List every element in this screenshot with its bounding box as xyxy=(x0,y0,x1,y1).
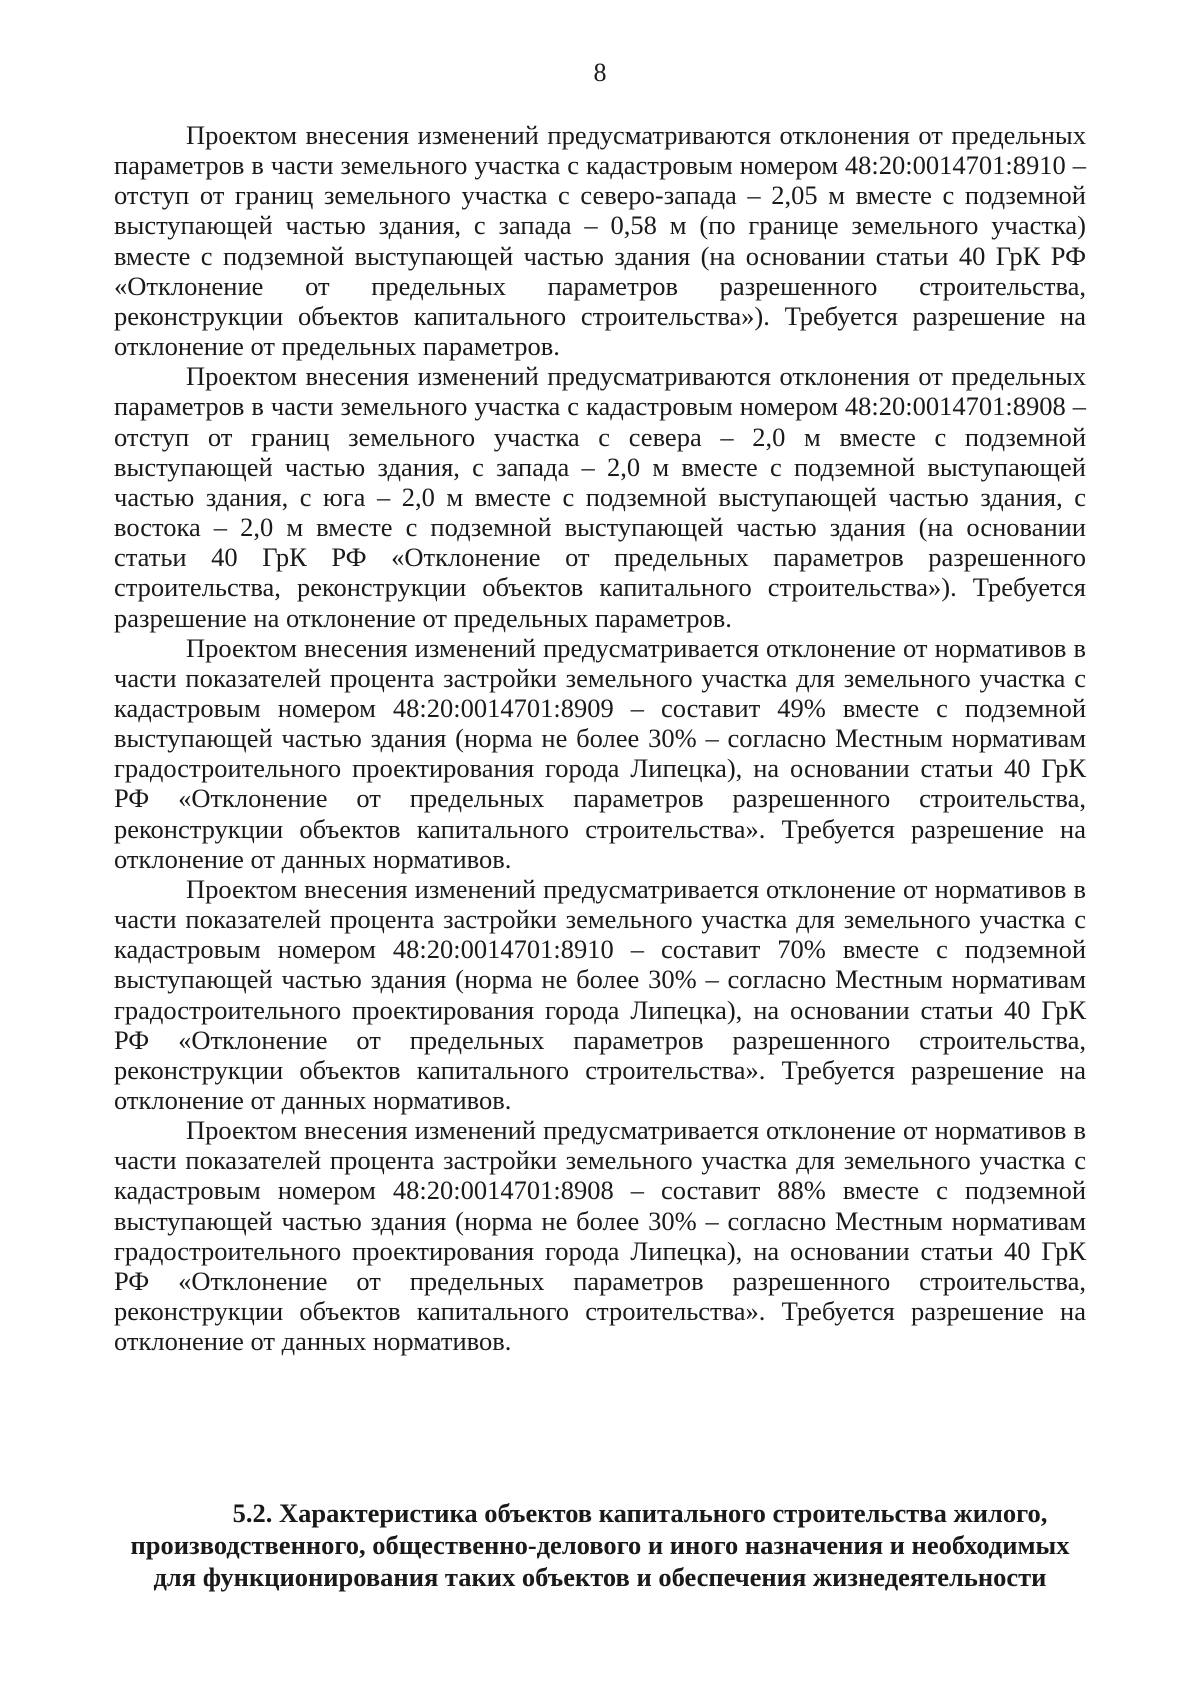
paragraph-coverage-8908: Проектом внесения изменений предусматривается отклонение от нормативов в части показателей процента застройки земельного участка для земельного участка с кадастровым номером 48:20:0014701:8908 – составит 88% вместе с подземной выступающей частью здания (норма не более 30% – согласно Местным нормативам градостроительного проектирования города Липецка), на основании статьи 40 ГрК РФ «Отклонение от предельных параметров разрешенного строительства, реконструкции объектов капитального строительства». Требуется разрешение на отклонение от данных нормативов. xyxy=(114,1115,1086,1357)
page-number: 8 xyxy=(593,58,607,87)
paragraph-coverage-8909: Проектом внесения изменений предусматривается отклонение от нормативов в части показателей процента застройки земельного участка для земельного участка с кадастровым номером 48:20:0014701:8909 – составит 49% вместе с подземной выступающей частью здания (норма не более 30% – согласно Местным нормативам градостроительного проектирования города Липецка), на основании статьи 40 ГрК РФ «Отклонение от предельных параметров разрешенного строительства, реконструкции объектов капитального строительства». Требуется разрешение на отклонение от данных нормативов. xyxy=(114,632,1086,874)
section-heading-line: производственного, общественно-делового и иного назначения и необходимых xyxy=(130,1530,1070,1560)
paragraph-coverage-8910: Проектом внесения изменений предусматривается отклонение от нормативов в части показателей процента застройки земельного участка для земельного участка с кадастровым номером 48:20:0014701:8910 – составит 70% вместе с подземной выступающей частью здания (норма не более 30% – согласно Местным нормативам градостроительного проектирования города Липецка), на основании статьи 40 ГрК РФ «Отклонение от предельных параметров разрешенного строительства, реконструкции объектов капитального строительства». Требуется разрешение на отклонение от данных нормативов. xyxy=(114,873,1086,1115)
document-body xyxy=(114,120,1086,1356)
section-heading-line: для функционирования таких объектов и обеспечения жизнедеятельности xyxy=(153,1562,1047,1592)
paragraph-setback-8908: Проектом внесения изменений предусматриваются отклонения от предельных параметров в части земельного участка с кадастровым номером 48:20:0014701:8908 – отступ от границ земельного участка с севера – 2,0 м вместе с подземной выступающей частью здания, с запада – 2,0 м вместе с подземной выступающей частью здания, с юга – 2,0 м вместе с подземной выступающей частью здания, с востока – 2,0 м вместе с подземной выступающей частью здания (на основании статьи 40 ГрК РФ «Отклонение от предельных параметров разрешенного строительства, реконструкции объектов капитального строительства»). Требуется разрешение на отклонение от предельных параметров. xyxy=(114,361,1086,633)
section-heading-line: 5.2. Характеристика объектов капитального строительства жилого, xyxy=(232,1498,1048,1528)
section-heading xyxy=(114,1497,1086,1593)
paragraph-setback-8910: Проектом внесения изменений предусматриваются отклонения от предельных параметров в части земельного участка с кадастровым номером 48:20:0014701:8910 – отступ от границ земельного участка с северо-запада – 2,05 м вместе с подземной выступающей частью здания, с запада – 0,58 м (по границе земельного участка) вместе с подземной выступающей частью здания (на основании статьи 40 ГрК РФ «Отклонение от предельных параметров разрешенного строительства, реконструкции объектов капитального строительства»). Требуется разрешение на отклонение от предельных параметров. xyxy=(114,120,1086,362)
